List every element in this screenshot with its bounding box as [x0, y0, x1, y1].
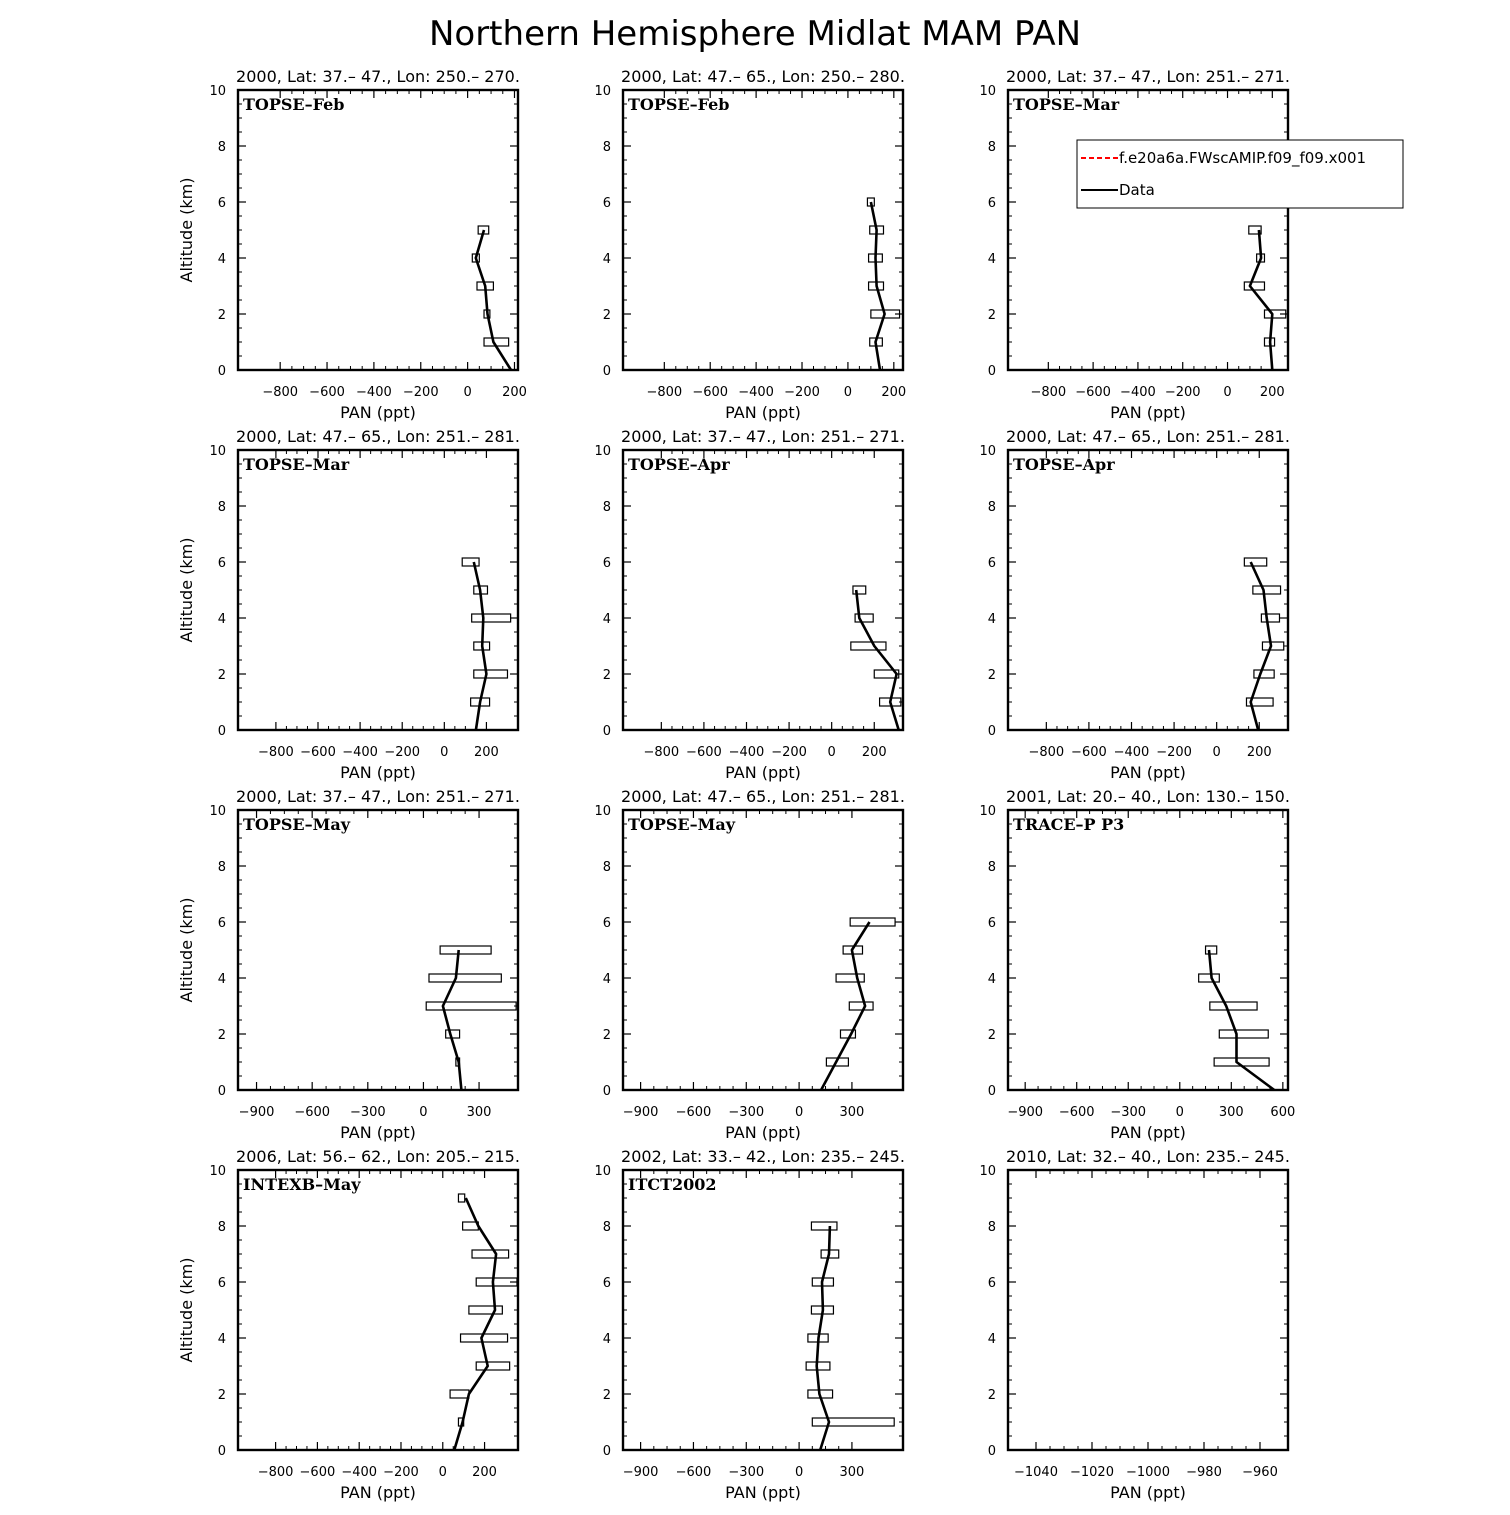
x-tick-label: −600 — [1071, 745, 1107, 760]
range-box — [812, 1418, 894, 1426]
y-tick-label: 8 — [987, 140, 996, 155]
x-tick-label: −900 — [622, 1465, 659, 1480]
panel-5 — [594, 427, 904, 782]
x-axis-label: PAN (ppt) — [1110, 1123, 1186, 1142]
y-tick-label: 4 — [217, 612, 226, 627]
x-tick-label: −400 — [1120, 385, 1156, 400]
y-tick-label: 2 — [217, 668, 226, 683]
y-tick-label: 4 — [217, 972, 226, 987]
x-tick-label: 300 — [466, 1105, 492, 1120]
panel-title: 2000, Lat: 47.– 65., Lon: 251.– 281. — [236, 427, 520, 446]
plot-frame — [623, 1170, 903, 1450]
x-tick-label: −400 — [342, 745, 378, 760]
panel-tag: TRACE–P P3 — [1013, 815, 1125, 834]
x-tick-label: 200 — [474, 745, 499, 760]
x-tick-label: 200 — [1246, 745, 1272, 760]
y-tick-label: 2 — [217, 308, 226, 323]
x-tick-label: −200 — [1164, 385, 1201, 400]
y-tick-label: 10 — [594, 84, 611, 99]
plot-frame — [1008, 1170, 1288, 1450]
x-tick-label: −200 — [784, 385, 820, 400]
panel-8 — [594, 787, 904, 1142]
range-box — [849, 1002, 873, 1010]
panel-title: 2000, Lat: 47.– 65., Lon: 251.– 281. — [621, 787, 905, 806]
x-tick-label: −300 — [1110, 1105, 1147, 1120]
plot-frame — [238, 1170, 518, 1450]
y-tick-label: 0 — [602, 1084, 611, 1099]
range-box — [446, 1030, 460, 1038]
x-tick-label: −400 — [341, 1465, 378, 1480]
panel-title: 2001, Lat: 20.– 40., Lon: 130.– 150. — [1006, 787, 1290, 806]
x-tick-label: 600 — [1270, 1105, 1296, 1120]
y-tick-label: 6 — [217, 1276, 226, 1291]
y-tick-label: 8 — [602, 860, 611, 875]
y-tick-label: 2 — [602, 668, 611, 683]
y-tick-label: 10 — [594, 1164, 611, 1179]
range-box — [476, 1362, 509, 1370]
y-tick-label: 8 — [987, 1220, 996, 1235]
y-tick-label: 2 — [987, 308, 996, 323]
x-tick-label: −600 — [299, 1465, 336, 1480]
y-tick-label: 4 — [987, 972, 996, 987]
y-tick-label: 2 — [602, 1028, 611, 1043]
range-box — [853, 586, 866, 594]
y-tick-label: 10 — [979, 444, 996, 459]
y-tick-label: 2 — [987, 668, 996, 683]
x-axis-label: PAN (ppt) — [1110, 763, 1186, 782]
y-tick-label: 4 — [602, 972, 611, 987]
x-tick-label: −400 — [356, 385, 392, 400]
x-tick-label: 0 — [438, 1465, 447, 1480]
x-tick-label: 200 — [881, 385, 907, 400]
x-tick-label: −600 — [686, 745, 722, 760]
x-tick-label: 200 — [502, 385, 527, 400]
panel-title: 2000, Lat: 47.– 65., Lon: 250.– 280. — [621, 67, 905, 86]
panel-1 — [177, 67, 527, 422]
range-box — [1206, 946, 1217, 954]
y-tick-label: 4 — [987, 612, 996, 627]
panel-title: 2006, Lat: 56.– 62., Lon: 205.– 215. — [236, 1147, 520, 1166]
x-tick-label: −600 — [692, 385, 729, 400]
plot-frame — [1008, 90, 1288, 370]
x-tick-label: −800 — [646, 385, 683, 400]
panel-title: 2000, Lat: 47.– 65., Lon: 251.– 281. — [1006, 427, 1290, 446]
x-tick-label: −600 — [309, 385, 345, 400]
x-tick-label: 0 — [794, 1465, 804, 1480]
y-tick-label: 4 — [602, 612, 611, 627]
panel-tag: TOPSE–Apr — [1013, 455, 1115, 474]
x-axis-label: PAN (ppt) — [340, 1483, 416, 1502]
x-tick-label: −200 — [771, 745, 807, 760]
data-line — [856, 590, 899, 730]
range-box — [440, 946, 491, 954]
y-tick-label: 8 — [987, 860, 996, 875]
panel-tag: TOPSE–Mar — [243, 455, 350, 474]
data-line — [476, 230, 511, 370]
panel-tag: TOPSE–Feb — [243, 95, 345, 114]
y-tick-label: 0 — [987, 364, 996, 379]
y-tick-label: 2 — [217, 1028, 226, 1043]
range-box — [1261, 614, 1279, 622]
y-tick-label: 6 — [987, 556, 996, 571]
data-line — [454, 1198, 496, 1450]
x-tick-label: −900 — [1007, 1105, 1044, 1120]
x-tick-label: −600 — [1058, 1105, 1095, 1120]
y-tick-label: 4 — [987, 1332, 996, 1347]
data-line — [474, 562, 487, 730]
x-tick-label: 0 — [843, 385, 853, 400]
x-axis-label: PAN (ppt) — [1110, 403, 1186, 422]
range-box — [836, 974, 864, 982]
range-box — [1262, 642, 1283, 650]
x-tick-label: −400 — [738, 385, 774, 400]
plot-frame — [1008, 810, 1288, 1090]
y-tick-label: 6 — [217, 196, 226, 211]
y-tick-label: 4 — [987, 252, 996, 267]
panel-tag: INTEXB–May — [243, 1175, 361, 1194]
x-tick-label: −960 — [1242, 1465, 1278, 1480]
y-tick-label: 8 — [602, 1220, 611, 1235]
x-tick-label: 0 — [1212, 745, 1221, 760]
range-box — [472, 1250, 509, 1258]
x-tick-label: 0 — [794, 1105, 804, 1120]
x-tick-label: −400 — [1113, 745, 1150, 760]
plot-frame — [1008, 450, 1288, 730]
y-tick-label: 10 — [979, 804, 996, 819]
y-tick-label: 2 — [987, 1028, 996, 1043]
y-tick-label: 10 — [209, 84, 226, 99]
y-tick-label: 0 — [217, 1444, 226, 1459]
y-axis-label: Altitude (km) — [177, 1257, 196, 1363]
x-tick-label: −400 — [728, 745, 765, 760]
range-box — [1253, 586, 1281, 594]
panel-11 — [594, 1147, 904, 1502]
y-tick-label: 8 — [217, 500, 226, 515]
range-box — [811, 1222, 837, 1230]
y-tick-label: 8 — [602, 140, 611, 155]
x-tick-label: −300 — [728, 1105, 765, 1120]
y-tick-label: 6 — [987, 196, 996, 211]
y-axis-label: Altitude (km) — [177, 177, 196, 283]
x-tick-label: −600 — [300, 745, 336, 760]
x-axis-label: PAN (ppt) — [340, 403, 416, 422]
legend — [1077, 140, 1403, 208]
panel-3 — [979, 67, 1289, 422]
x-tick-label: −200 — [384, 745, 421, 760]
y-tick-label: 6 — [217, 916, 226, 931]
y-tick-label: 4 — [217, 1332, 226, 1347]
x-tick-label: 300 — [1218, 1105, 1244, 1120]
x-tick-label: 200 — [1259, 385, 1285, 400]
data-line — [1251, 562, 1271, 730]
x-tick-label: −600 — [294, 1105, 331, 1120]
y-tick-label: 0 — [602, 724, 611, 739]
range-box — [1244, 282, 1264, 290]
y-tick-label: 8 — [602, 500, 611, 515]
panel-7 — [177, 787, 520, 1142]
data-line — [1209, 950, 1274, 1090]
range-box — [429, 974, 501, 982]
y-tick-label: 6 — [987, 1276, 996, 1291]
plot-frame — [623, 90, 903, 370]
panel-tag: TOPSE–Feb — [628, 95, 730, 114]
panel-title: 2000, Lat: 37.– 47., Lon: 250.– 270. — [236, 67, 520, 86]
y-tick-label: 10 — [209, 444, 226, 459]
y-axis-label: Altitude (km) — [177, 537, 196, 643]
range-box — [1254, 670, 1274, 678]
y-tick-label: 10 — [209, 1164, 226, 1179]
range-box — [1219, 1030, 1268, 1038]
y-tick-label: 10 — [594, 804, 611, 819]
x-tick-label: −980 — [1186, 1465, 1222, 1480]
range-box — [462, 558, 479, 566]
y-tick-label: 8 — [217, 1220, 226, 1235]
x-tick-label: 0 — [419, 1105, 428, 1120]
x-tick-label: −800 — [1028, 745, 1065, 760]
plot-frame — [623, 450, 903, 730]
range-box — [851, 642, 886, 650]
x-tick-label: −200 — [1156, 745, 1192, 760]
x-tick-label: 300 — [839, 1105, 865, 1120]
plot-frame — [238, 90, 518, 370]
range-box — [1244, 558, 1266, 566]
x-tick-label: −600 — [1075, 385, 1111, 400]
x-tick-label: −600 — [675, 1105, 712, 1120]
y-tick-label: 6 — [602, 556, 611, 571]
legend-model-label: f.e20a6a.FWscAMIP.f09_f09.x001 — [1119, 149, 1367, 167]
x-tick-label: −600 — [675, 1465, 712, 1480]
y-tick-label: 6 — [217, 556, 226, 571]
y-tick-label: 6 — [987, 916, 996, 931]
x-axis-label: PAN (ppt) — [725, 1483, 801, 1502]
panel-2 — [594, 67, 906, 422]
range-box — [469, 1306, 502, 1314]
range-box — [474, 670, 508, 678]
data-line — [1250, 230, 1272, 370]
y-tick-label: 6 — [602, 196, 611, 211]
x-tick-label: −200 — [402, 385, 439, 400]
y-tick-label: 0 — [987, 724, 996, 739]
panel-grid — [177, 67, 1295, 1502]
range-box — [458, 1194, 464, 1202]
x-tick-label: 0 — [1223, 385, 1232, 400]
panel-9 — [979, 787, 1295, 1142]
y-tick-label: 6 — [602, 916, 611, 931]
figure-title: Northern Hemisphere Midlat MAM PAN — [428, 14, 1082, 54]
x-tick-label: −1040 — [1014, 1465, 1058, 1480]
y-tick-label: 4 — [602, 252, 611, 267]
range-box — [850, 918, 895, 926]
x-tick-label: 300 — [839, 1465, 865, 1480]
x-tick-label: −900 — [622, 1105, 659, 1120]
panel-tag: TOPSE–May — [628, 815, 735, 834]
y-tick-label: 2 — [602, 308, 611, 323]
x-tick-label: 0 — [1175, 1105, 1184, 1120]
x-tick-label: −800 — [257, 1465, 294, 1480]
y-tick-label: 8 — [217, 860, 226, 875]
panel-title: 2002, Lat: 33.– 42., Lon: 235.– 245. — [621, 1147, 905, 1166]
x-tick-label: −800 — [1030, 385, 1067, 400]
x-tick-label: −1020 — [1070, 1465, 1114, 1480]
x-tick-label: 0 — [463, 385, 472, 400]
legend-data-label: Data — [1119, 181, 1155, 199]
panel-4 — [177, 427, 520, 782]
plot-frame — [238, 450, 518, 730]
y-tick-label: 2 — [217, 1388, 226, 1403]
x-tick-label: −900 — [238, 1105, 275, 1120]
range-box — [1210, 1002, 1257, 1010]
y-axis-label: Altitude (km) — [177, 897, 196, 1003]
x-axis-label: PAN (ppt) — [340, 1123, 416, 1142]
y-tick-label: 0 — [987, 1444, 996, 1459]
x-axis-label: PAN (ppt) — [725, 403, 801, 422]
x-tick-label: −1000 — [1126, 1465, 1170, 1480]
x-axis-label: PAN (ppt) — [1110, 1483, 1186, 1502]
panel-tag: TOPSE–Mar — [1013, 95, 1120, 114]
range-box — [426, 1002, 516, 1010]
panel-10 — [177, 1147, 520, 1502]
y-tick-label: 0 — [217, 724, 226, 739]
x-tick-label: 200 — [861, 745, 887, 760]
y-tick-label: 0 — [217, 364, 226, 379]
y-tick-label: 0 — [987, 1084, 996, 1099]
panel-6 — [979, 427, 1289, 782]
y-tick-label: 4 — [602, 1332, 611, 1347]
y-tick-label: 2 — [602, 1388, 611, 1403]
y-tick-label: 6 — [602, 1276, 611, 1291]
range-box — [450, 1390, 469, 1398]
y-tick-label: 10 — [979, 84, 996, 99]
y-tick-label: 10 — [979, 1164, 996, 1179]
x-axis-label: PAN (ppt) — [725, 763, 801, 782]
range-box — [1199, 974, 1220, 982]
panel-title: 2000, Lat: 37.– 47., Lon: 251.– 271. — [236, 787, 520, 806]
y-tick-label: 0 — [602, 364, 611, 379]
y-tick-label: 8 — [217, 140, 226, 155]
y-tick-label: 0 — [217, 1084, 226, 1099]
x-tick-label: −800 — [258, 745, 294, 760]
x-tick-label: −200 — [383, 1465, 419, 1480]
x-axis-label: PAN (ppt) — [340, 763, 416, 782]
y-tick-label: 10 — [209, 804, 226, 819]
plot-frame — [623, 810, 903, 1090]
range-box — [472, 614, 511, 622]
x-tick-label: −300 — [728, 1465, 765, 1480]
x-tick-label: −800 — [262, 385, 299, 400]
panel-tag: TOPSE–May — [243, 815, 350, 834]
panel-title: 2000, Lat: 37.– 47., Lon: 251.– 271. — [621, 427, 905, 446]
panel-tag: TOPSE–Apr — [628, 455, 730, 474]
panel-title: 2000, Lat: 37.– 47., Lon: 251.– 271. — [1006, 67, 1290, 86]
x-tick-label: 0 — [440, 745, 449, 760]
x-tick-label: −300 — [349, 1105, 386, 1120]
panel-title: 2010, Lat: 32.– 40., Lon: 235.– 245. — [1006, 1147, 1290, 1166]
y-tick-label: 10 — [594, 444, 611, 459]
x-tick-label: 0 — [827, 745, 836, 760]
y-tick-label: 0 — [602, 1444, 611, 1459]
y-tick-label: 4 — [217, 252, 226, 267]
y-tick-label: 8 — [987, 500, 996, 515]
data-line — [443, 950, 462, 1090]
y-tick-label: 2 — [987, 1388, 996, 1403]
panel-12 — [979, 1147, 1289, 1502]
x-tick-label: 200 — [472, 1465, 497, 1480]
x-tick-label: −800 — [643, 745, 680, 760]
panel-tag: ITCT2002 — [628, 1175, 717, 1194]
plot-frame — [238, 810, 518, 1090]
x-axis-label: PAN (ppt) — [725, 1123, 801, 1142]
